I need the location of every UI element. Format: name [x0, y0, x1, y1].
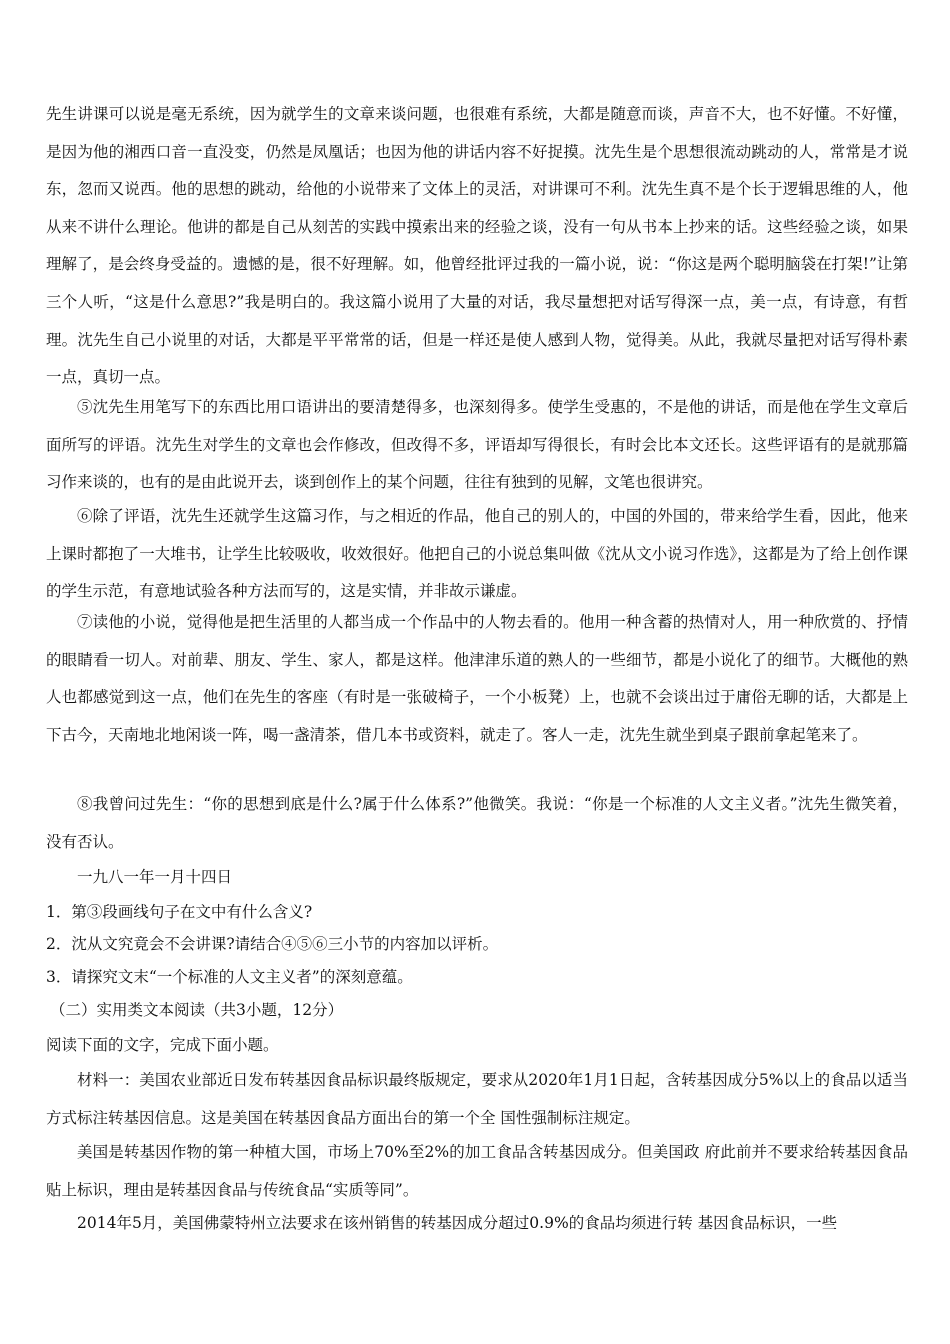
material-paragraph-3: 2014年5月，美国佛蒙特州立法要求在该州销售的转基因成分超过0.9%的食品均须进行转 基因食品标识，一些	[77, 1214, 838, 1232]
question-2: 2．沈从文究竟会不会讲课?请结合④⑤⑥三小节的内容加以评析。	[46, 935, 499, 953]
material-paragraph-2: 美国是转基因作物的第一种植大国，市场上70%至2%的加工食品含转基因成分。但美国政 府此前并不要求给转基因食品贴上标识，理由是转基因食品与传统食品“实质等同”。	[46, 1143, 908, 1199]
paragraph-5: ⑤沈先生用笔写下的东西比用口语讲出的要清楚得多，也深刻得多。使学生受惠的，不是他的讲话，而是他在学生文章后面所写的评语。沈先生对学生的文章也会作修改，但改得不多，评语却写得很长，有时会比本文还长。这些评语有的是就那篇习作来谈的，也有的是由此说开去，谈到创作上的某个问题，往往有独到的见解，文笔也很讲究。	[46, 398, 908, 492]
material-1: 材料一：美国农业部近日发布转基因食品标识最终版规定，要求从2020年1月1日起，含转基因成分5%以上的食品以适当方式标注转基因信息。这是美国在转基因食品方面出台的第一个全 国性强制标注规定。	[46, 1071, 908, 1127]
date-line: 一九八一年一月十四日	[77, 868, 233, 886]
paragraph-7: ⑦读他的小说，觉得他是把生活里的人都当成一个作品中的人物去看的。他用一种含蓄的热情对人，用一种欣赏的、抒情的眼睛看一切人。对前辈、朋友、学生、家人，都是这样。他津津乐道的熟人的一些细节，都是小说化了的细节。大概他的熟人也都感觉到这一点，他们在先生的客座（有时是一张破椅子，一个小板凳）上，也就不会谈出过于庸俗无聊的话，大都是上下古今，天南地北地闲谈一阵，喝一盏清茶，借几本书或资料，就走了。客人一走，沈先生就坐到桌子跟前拿起笔来了。	[46, 613, 908, 744]
section-title: （二）实用类文本阅读（共3小题，12分）	[50, 1001, 344, 1019]
paragraph-4-continued: 先生讲课可以说是毫无系统，因为就学生的文章来谈问题，也很难有系统，大都是随意而谈，声音不大，也不好懂。不好懂，是因为他的湘西口音一直没变，仍然是凤凰话；也因为他的讲话内容不好捉摸。沈先生是个思想很流动跳动的人，常常是才说东，忽而又说西。他的思想的跳动，给他的小说带来了文体上的灵活，对讲课可不利。沈先生真不是个长于逻辑思维的人，他从来不讲什么理论。他讲的都是自己从刻苦的实践中摸索出来的经验之谈，没有一句从书本上抄来的话。这些经验之谈，如果理解了，是会终身受益的。遗憾的是，很不好理解。如，他曾经批评过我的一篇小说，说：“你这是两个聪明脑袋在打架!”让第三个人听，“这是什么意思?”我是明白的。我这篇小说用了大量的对话，我尽量想把对话写得深一点，美一点，有诗意，有哲理。沈先生自己小说里的对话，大都是平平常常的话，但是一样还是使人感到人物，觉得美。从此，我就尽量把对话写得朴素一点，真切一点。	[46, 105, 908, 387]
question-1: 1．第③段画线句子在文中有什么含义?	[46, 903, 313, 921]
paragraph-6: ⑥除了评语，沈先生还就学生这篇习作，与之相近的作品，他自己的别人的，中国的外国的，带来给学生看，因此，他来上课时都抱了一大堆书，让学生比较吸收，收效很好。他把自己的小说总集叫做《沈从文小说习作选》，这都是为了给上创作课的学生示范，有意地试验各种方法而写的，这是实情，并非故示谦虚。	[46, 507, 908, 601]
question-3: 3．请探究文末“一个标准的人文主义者”的深刻意蕴。	[46, 968, 413, 986]
paragraph-8: ⑧我曾问过先生：“你的思想到底是什么?属于什么体系?”他微笑。我说：“你是一个标准的人文主义者。”沈先生微笑着，没有否认。	[46, 795, 908, 851]
instruction: 阅读下面的文字，完成下面小题。	[46, 1036, 279, 1054]
